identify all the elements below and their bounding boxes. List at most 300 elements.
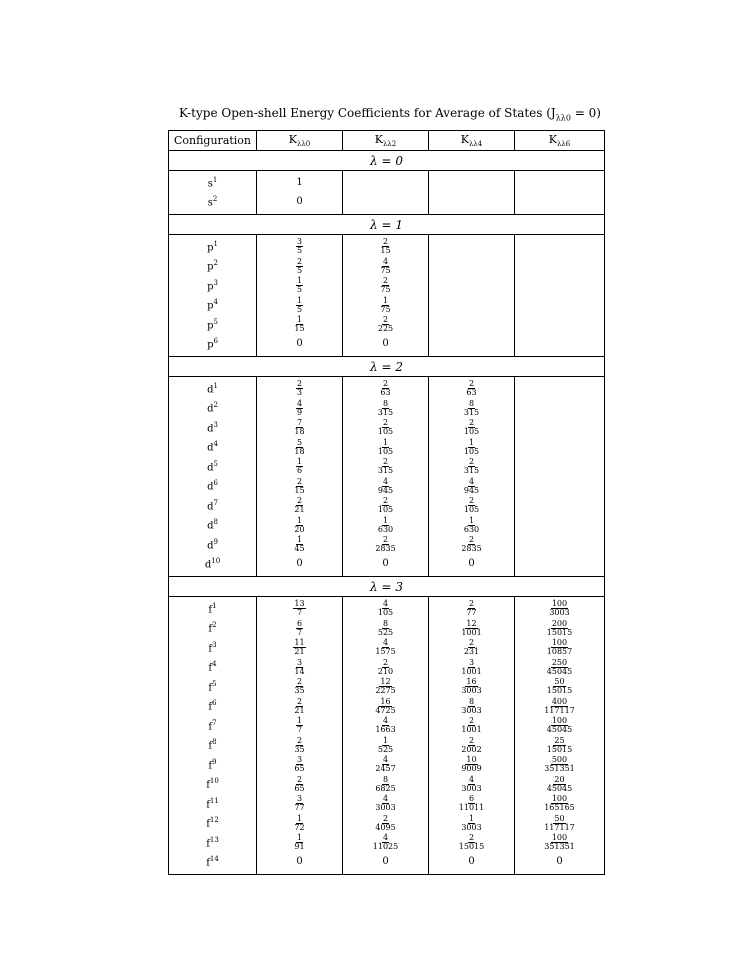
configuration-orbital: d <box>207 500 214 512</box>
configuration-orbital: p <box>207 280 214 292</box>
table-row <box>169 516 605 536</box>
configuration-cell <box>169 555 257 577</box>
k-l-l-2-cell <box>343 276 429 296</box>
k-l-l-6-cell <box>515 755 605 775</box>
k-l-l-6-cell <box>515 377 605 399</box>
fraction-value: $\frac{4}{1575}$ <box>375 638 396 657</box>
fraction-value: $\frac{2}{5}$ <box>296 256 303 275</box>
table-body <box>169 151 605 875</box>
caption-text: K-type Open-shell Energy Coefficients for Average of States (J <box>179 106 556 120</box>
k-l-l-6-cell <box>515 235 605 257</box>
configuration-orbital: s <box>207 197 213 209</box>
k-l-l-0-cell <box>257 853 343 875</box>
fraction-value: $\frac{1}{72}$ <box>294 813 305 832</box>
configuration-occupancy: 1 <box>213 239 218 248</box>
k-l-l-2-cell <box>343 377 429 399</box>
configuration-occupancy: 5 <box>213 317 218 326</box>
k-l-l-0-cell <box>257 315 343 335</box>
table-row <box>169 736 605 756</box>
coefficient-value: 0 <box>468 558 475 570</box>
table-row <box>169 399 605 419</box>
fraction-value: $\frac{100}{351351}$ <box>544 833 575 852</box>
k-l-l-6-cell <box>515 193 605 215</box>
coefficient-value: 0 <box>296 196 303 208</box>
configuration-orbital: p <box>207 241 214 253</box>
fraction-value: $\frac{1}{6}$ <box>296 457 303 476</box>
configuration-cell <box>169 418 257 438</box>
fraction-value: $\frac{1}{7}$ <box>296 716 303 735</box>
fraction-value: $\frac{2}{2835}$ <box>461 535 482 554</box>
fraction-value: $\frac{2}{15015}$ <box>458 833 485 852</box>
k-l-l-0-cell <box>257 833 343 853</box>
section-label: λ = 1 <box>169 215 605 235</box>
configuration-orbital: d <box>204 559 212 571</box>
k-l-l-0-cell <box>257 276 343 296</box>
k-l-l-0-cell <box>257 755 343 775</box>
fraction-value: $\frac{2}{2835}$ <box>375 535 396 554</box>
k-l-l-0-cell <box>257 477 343 497</box>
configuration-cell <box>169 658 257 678</box>
configuration-cell <box>169 257 257 277</box>
k-l-l-6-cell <box>515 535 605 555</box>
configuration-orbital: d <box>207 539 214 551</box>
k-l-l-0-cell <box>257 235 343 257</box>
configuration-occupancy: 8 <box>212 738 217 747</box>
k-l-l-4-cell <box>429 814 515 834</box>
coefficient-value: 1 <box>296 176 303 188</box>
fraction-value: $\frac{3}{5}$ <box>296 237 303 256</box>
k-l-l-2-cell <box>343 193 429 215</box>
table-row <box>169 716 605 736</box>
fraction-value: $\frac{2}{15}$ <box>380 237 391 256</box>
k-l-l-0-cell <box>257 597 343 619</box>
configuration-cell <box>169 638 257 658</box>
fraction-value: $\frac{20}{45045}$ <box>546 774 573 793</box>
k-l-l-0-cell <box>257 638 343 658</box>
fraction-value: $\frac{2}{21}$ <box>294 496 305 515</box>
k-l-l-4-cell <box>429 257 515 277</box>
table-caption <box>120 106 660 122</box>
fraction-value: $\frac{1}{20}$ <box>294 515 305 534</box>
fraction-value: $\frac{25}{15015}$ <box>546 735 573 754</box>
caption-suffix: = 0) <box>570 106 601 120</box>
configuration-orbital: f <box>208 603 213 615</box>
k-l-l-0-cell <box>257 438 343 458</box>
fraction-value: $\frac{4}{3003}$ <box>461 774 482 793</box>
fraction-value: $\frac{4}{9}$ <box>296 398 303 417</box>
configuration-occupancy: 6 <box>212 699 217 708</box>
k-l-l-2-cell <box>343 677 429 697</box>
k-l-l-4-cell <box>429 853 515 875</box>
configuration-cell <box>169 833 257 853</box>
k-l-l-4-cell <box>429 496 515 516</box>
k-l-l-0-cell <box>257 716 343 736</box>
fraction-value: $\frac{2}{225}$ <box>377 315 394 334</box>
fraction-value: $\frac{2}{35}$ <box>294 735 305 754</box>
fraction-value: $\frac{100}{165165}$ <box>544 794 575 813</box>
configuration-orbital: f <box>208 681 213 693</box>
k-l-l-0-cell <box>257 619 343 639</box>
configuration-cell <box>169 697 257 717</box>
configuration-orbital: d <box>207 403 214 415</box>
fraction-value: $\frac{4}{945}$ <box>463 476 480 495</box>
section-label: λ = 2 <box>169 357 605 377</box>
section-header-row <box>169 577 605 597</box>
k-l-l-2-cell <box>343 418 429 438</box>
table-row <box>169 619 605 639</box>
k-l-l-6-cell <box>515 697 605 717</box>
k-l-l-0-cell <box>257 193 343 215</box>
configuration-cell <box>169 736 257 756</box>
table-row <box>169 418 605 438</box>
configuration-orbital: f <box>208 642 213 654</box>
fraction-value: $\frac{2}{75}$ <box>380 276 391 295</box>
table-row <box>169 235 605 257</box>
configuration-orbital: f <box>208 662 213 674</box>
k-l-l-6-cell <box>515 658 605 678</box>
table-row <box>169 171 605 193</box>
fraction-value: $\frac{2}{105}$ <box>377 496 394 515</box>
header-k-l-l-0: $K_{\lambda\lambda 0}$ <box>257 131 343 151</box>
fraction-value: $\frac{500}{351351}$ <box>544 755 575 774</box>
k-l-l-2-cell <box>343 257 429 277</box>
header-configuration: Configuration <box>169 131 257 151</box>
section-header-row <box>169 357 605 377</box>
fraction-value: $\frac{2}{4095}$ <box>375 813 396 832</box>
k-l-l-4-cell <box>429 171 515 193</box>
k-l-l-0-cell <box>257 516 343 536</box>
k-l-l-6-cell <box>515 296 605 316</box>
k-l-l-6-cell <box>515 457 605 477</box>
configuration-cell <box>169 377 257 399</box>
k-l-l-0-cell <box>257 335 343 357</box>
configuration-orbital: p <box>207 319 214 331</box>
k-l-l-2-cell <box>343 235 429 257</box>
k-l-l-2-cell <box>343 619 429 639</box>
fraction-value: $\frac{50}{117117}$ <box>544 813 575 832</box>
fraction-value: $\frac{2}{315}$ <box>463 457 480 476</box>
k-l-l-2-cell <box>343 296 429 316</box>
configuration-occupancy: 5 <box>212 679 217 688</box>
configuration-orbital: p <box>207 339 214 351</box>
k-l-l-4-cell <box>429 697 515 717</box>
configuration-orbital: f <box>206 779 210 791</box>
k-l-l-4-cell <box>429 775 515 795</box>
k-l-l-4-cell <box>429 193 515 215</box>
fraction-value: $\frac{1}{91}$ <box>294 833 305 852</box>
configuration-cell <box>169 457 257 477</box>
configuration-occupancy: 8 <box>213 518 218 527</box>
configuration-orbital: f <box>206 818 210 830</box>
configuration-cell <box>169 171 257 193</box>
k-l-l-2-cell <box>343 794 429 814</box>
fraction-value: $\frac{2}{63}$ <box>380 379 391 398</box>
k-l-l-4-cell <box>429 235 515 257</box>
k-l-l-0-cell <box>257 418 343 438</box>
k-l-l-4-cell <box>429 716 515 736</box>
k-l-l-4-cell <box>429 755 515 775</box>
k-l-l-2-cell <box>343 833 429 853</box>
table-row <box>169 775 605 795</box>
k-l-l-2-cell <box>343 697 429 717</box>
fraction-value: $\frac{400}{117117}$ <box>544 696 575 715</box>
caption-subscript: λλ0 <box>555 113 571 123</box>
configuration-cell <box>169 619 257 639</box>
k-l-l-4-cell <box>429 535 515 555</box>
fraction-value: $\frac{13}{7}$ <box>294 599 305 618</box>
k-l-l-4-cell <box>429 335 515 357</box>
configuration-occupancy: 1 <box>212 601 217 610</box>
configuration-occupancy: 12 <box>209 816 219 825</box>
table-row <box>169 755 605 775</box>
fraction-value: $\frac{8}{525}$ <box>377 618 394 637</box>
k-l-l-0-cell <box>257 814 343 834</box>
table-row <box>169 315 605 335</box>
fraction-value: $\frac{3}{14}$ <box>294 657 305 676</box>
fraction-value: $\frac{16}{4725}$ <box>375 696 396 715</box>
configuration-cell <box>169 438 257 458</box>
configuration-occupancy: 7 <box>212 718 217 727</box>
fraction-value: $\frac{2}{105}$ <box>377 418 394 437</box>
table-row <box>169 276 605 296</box>
fraction-value: $\frac{3}{65}$ <box>294 755 305 774</box>
coefficient-value: 0 <box>296 558 303 570</box>
table-row <box>169 833 605 853</box>
k-l-l-6-cell <box>515 597 605 619</box>
table-row <box>169 677 605 697</box>
fraction-value: $\frac{2}{65}$ <box>294 774 305 793</box>
k-l-l-0-cell <box>257 794 343 814</box>
k-l-l-0-cell <box>257 535 343 555</box>
header-k-l-l-2: $K_{\lambda\lambda 2}$ <box>343 131 429 151</box>
configuration-occupancy: 14 <box>209 855 219 864</box>
k-l-l-2-cell <box>343 438 429 458</box>
fraction-value: $\frac{10}{9009}$ <box>461 755 482 774</box>
section-header-row <box>169 151 605 171</box>
fraction-value: $\frac{5}{18}$ <box>294 437 305 456</box>
configuration-cell <box>169 477 257 497</box>
fraction-value: $\frac{1}{525}$ <box>377 735 394 754</box>
k-l-l-4-cell <box>429 477 515 497</box>
k-l-l-2-cell <box>343 755 429 775</box>
k-l-l-4-cell <box>429 276 515 296</box>
configuration-occupancy: 4 <box>212 660 217 669</box>
header-k-l-l-4: $K_{\lambda\lambda 4}$ <box>429 131 515 151</box>
fraction-value: $\frac{2}{77}$ <box>466 599 477 618</box>
k-l-l-2-cell <box>343 853 429 875</box>
fraction-value: $\frac{12}{2275}$ <box>375 677 396 696</box>
configuration-occupancy: 9 <box>213 537 218 546</box>
fraction-value: $\frac{1}{45}$ <box>294 535 305 554</box>
table-row <box>169 794 605 814</box>
fraction-value: $\frac{2}{35}$ <box>294 677 305 696</box>
k-l-l-6-cell <box>515 814 605 834</box>
table-row <box>169 377 605 399</box>
k-l-l-6-cell <box>515 736 605 756</box>
k-l-l-4-cell <box>429 658 515 678</box>
k-l-l-4-cell <box>429 833 515 853</box>
fraction-value: $\frac{100}{10857}$ <box>546 638 573 657</box>
configuration-orbital: f <box>208 623 213 635</box>
configuration-orbital: f <box>208 720 213 732</box>
fraction-value: $\frac{2}{231}$ <box>463 638 480 657</box>
configuration-occupancy: 3 <box>212 640 217 649</box>
configuration-orbital: f <box>206 857 210 869</box>
k-l-l-0-cell <box>257 399 343 419</box>
fraction-value: $\frac{4}{105}$ <box>377 599 394 618</box>
configuration-occupancy: 1 <box>212 175 218 184</box>
k-l-l-6-cell <box>515 477 605 497</box>
fraction-value: $\frac{1}{5}$ <box>296 276 303 295</box>
k-l-l-6-cell <box>515 677 605 697</box>
k-l-l-6-cell <box>515 516 605 536</box>
configuration-occupancy: 2 <box>212 195 218 204</box>
fraction-value: $\frac{8}{315}$ <box>377 398 394 417</box>
fraction-value: $\frac{7}{18}$ <box>294 418 305 437</box>
table-row <box>169 496 605 516</box>
fraction-value: $\frac{2}{21}$ <box>294 696 305 715</box>
k-l-l-6-cell <box>515 171 605 193</box>
configuration-orbital: d <box>207 461 214 473</box>
k-l-l-6-cell <box>515 315 605 335</box>
header-row <box>169 131 605 151</box>
fraction-value: $\frac{100}{45045}$ <box>546 716 573 735</box>
configuration-orbital: f <box>206 798 210 810</box>
fraction-value: $\frac{2}{105}$ <box>463 418 480 437</box>
k-l-l-4-cell <box>429 555 515 577</box>
table-row <box>169 335 605 357</box>
fraction-value: $\frac{2}{1001}$ <box>461 716 482 735</box>
k-l-l-2-cell <box>343 516 429 536</box>
k-l-l-6-cell <box>515 335 605 357</box>
fraction-value: $\frac{2}{63}$ <box>466 379 477 398</box>
k-l-l-4-cell <box>429 597 515 619</box>
configuration-cell <box>169 755 257 775</box>
configuration-cell <box>169 315 257 335</box>
table-row <box>169 853 605 875</box>
configuration-cell <box>169 516 257 536</box>
table-row <box>169 697 605 717</box>
k-l-l-6-cell <box>515 438 605 458</box>
k-l-l-4-cell <box>429 418 515 438</box>
k-l-l-6-cell <box>515 276 605 296</box>
fraction-value: $\frac{1}{3003}$ <box>461 813 482 832</box>
coefficient-value: 0 <box>296 338 303 350</box>
k-l-l-0-cell <box>257 677 343 697</box>
coefficient-value: 0 <box>468 856 475 868</box>
configuration-cell <box>169 814 257 834</box>
k-l-l-4-cell <box>429 457 515 477</box>
fraction-value: $\frac{3}{1001}$ <box>461 657 482 676</box>
k-l-l-4-cell <box>429 377 515 399</box>
configuration-occupancy: 2 <box>212 621 217 630</box>
configuration-cell <box>169 716 257 736</box>
configuration-cell <box>169 276 257 296</box>
k-l-l-4-cell <box>429 677 515 697</box>
k-l-l-0-cell <box>257 457 343 477</box>
k-l-l-4-cell <box>429 315 515 335</box>
fraction-value: $\frac{50}{15015}$ <box>546 677 573 696</box>
fraction-value: $\frac{16}{3003}$ <box>461 677 482 696</box>
configuration-orbital: f <box>206 837 210 849</box>
k-l-l-2-cell <box>343 658 429 678</box>
fraction-value: $\frac{2}{105}$ <box>463 496 480 515</box>
k-l-l-6-cell <box>515 619 605 639</box>
k-l-l-2-cell <box>343 496 429 516</box>
k-l-l-2-cell <box>343 171 429 193</box>
k-l-l-0-cell <box>257 377 343 399</box>
configuration-occupancy: 2 <box>213 401 218 410</box>
configuration-cell <box>169 597 257 619</box>
k-l-l-6-cell <box>515 496 605 516</box>
fraction-value: $\frac{1}{105}$ <box>463 437 480 456</box>
configuration-occupancy: 6 <box>213 337 218 346</box>
k-l-l-4-cell <box>429 736 515 756</box>
configuration-occupancy: 13 <box>209 835 219 844</box>
k-l-l-2-cell <box>343 597 429 619</box>
k-l-l-2-cell <box>343 716 429 736</box>
configuration-occupancy: 11 <box>209 796 219 805</box>
k-l-l-4-cell <box>429 516 515 536</box>
configuration-orbital: d <box>207 520 214 532</box>
k-l-l-0-cell <box>257 658 343 678</box>
configuration-occupancy: 6 <box>213 479 218 488</box>
fraction-value: $\frac{1}{15}$ <box>294 315 305 334</box>
configuration-cell <box>169 853 257 875</box>
configuration-occupancy: 4 <box>213 440 218 449</box>
k-l-l-6-cell <box>515 418 605 438</box>
configuration-orbital: p <box>207 261 214 273</box>
fraction-value: $\frac{1}{630}$ <box>463 515 480 534</box>
k-l-l-2-cell <box>343 535 429 555</box>
fraction-value: $\frac{2}{3}$ <box>296 379 303 398</box>
section-header-row <box>169 215 605 235</box>
configuration-occupancy: 2 <box>213 259 218 268</box>
k-l-l-0-cell <box>257 496 343 516</box>
coefficient-value: 0 <box>296 856 303 868</box>
configuration-occupancy: 5 <box>213 459 218 468</box>
coefficient-value: 0 <box>382 856 389 868</box>
configuration-cell <box>169 235 257 257</box>
configuration-orbital: d <box>207 422 214 434</box>
k-l-l-0-cell <box>257 736 343 756</box>
configuration-occupancy: 7 <box>213 498 218 507</box>
k-l-l-2-cell <box>343 315 429 335</box>
configuration-orbital: d <box>207 383 214 395</box>
coefficient-table <box>168 130 605 875</box>
k-l-l-2-cell <box>343 775 429 795</box>
k-l-l-4-cell <box>429 399 515 419</box>
k-l-l-0-cell <box>257 296 343 316</box>
k-l-l-4-cell <box>429 619 515 639</box>
k-l-l-6-cell <box>515 794 605 814</box>
k-l-l-4-cell <box>429 638 515 658</box>
table-row <box>169 535 605 555</box>
fraction-value: $\frac{2}{2002}$ <box>461 735 482 754</box>
k-l-l-0-cell <box>257 697 343 717</box>
fraction-value: $\frac{6}{11011}$ <box>458 794 485 813</box>
k-l-l-2-cell <box>343 399 429 419</box>
configuration-cell <box>169 193 257 215</box>
coefficient-value: 0 <box>382 558 389 570</box>
section-label: λ = 3 <box>169 577 605 597</box>
table-row <box>169 193 605 215</box>
k-l-l-2-cell <box>343 638 429 658</box>
table-row <box>169 438 605 458</box>
fraction-value: $\frac{4}{1663}$ <box>375 716 396 735</box>
configuration-occupancy: 10 <box>211 557 221 566</box>
k-l-l-4-cell <box>429 296 515 316</box>
